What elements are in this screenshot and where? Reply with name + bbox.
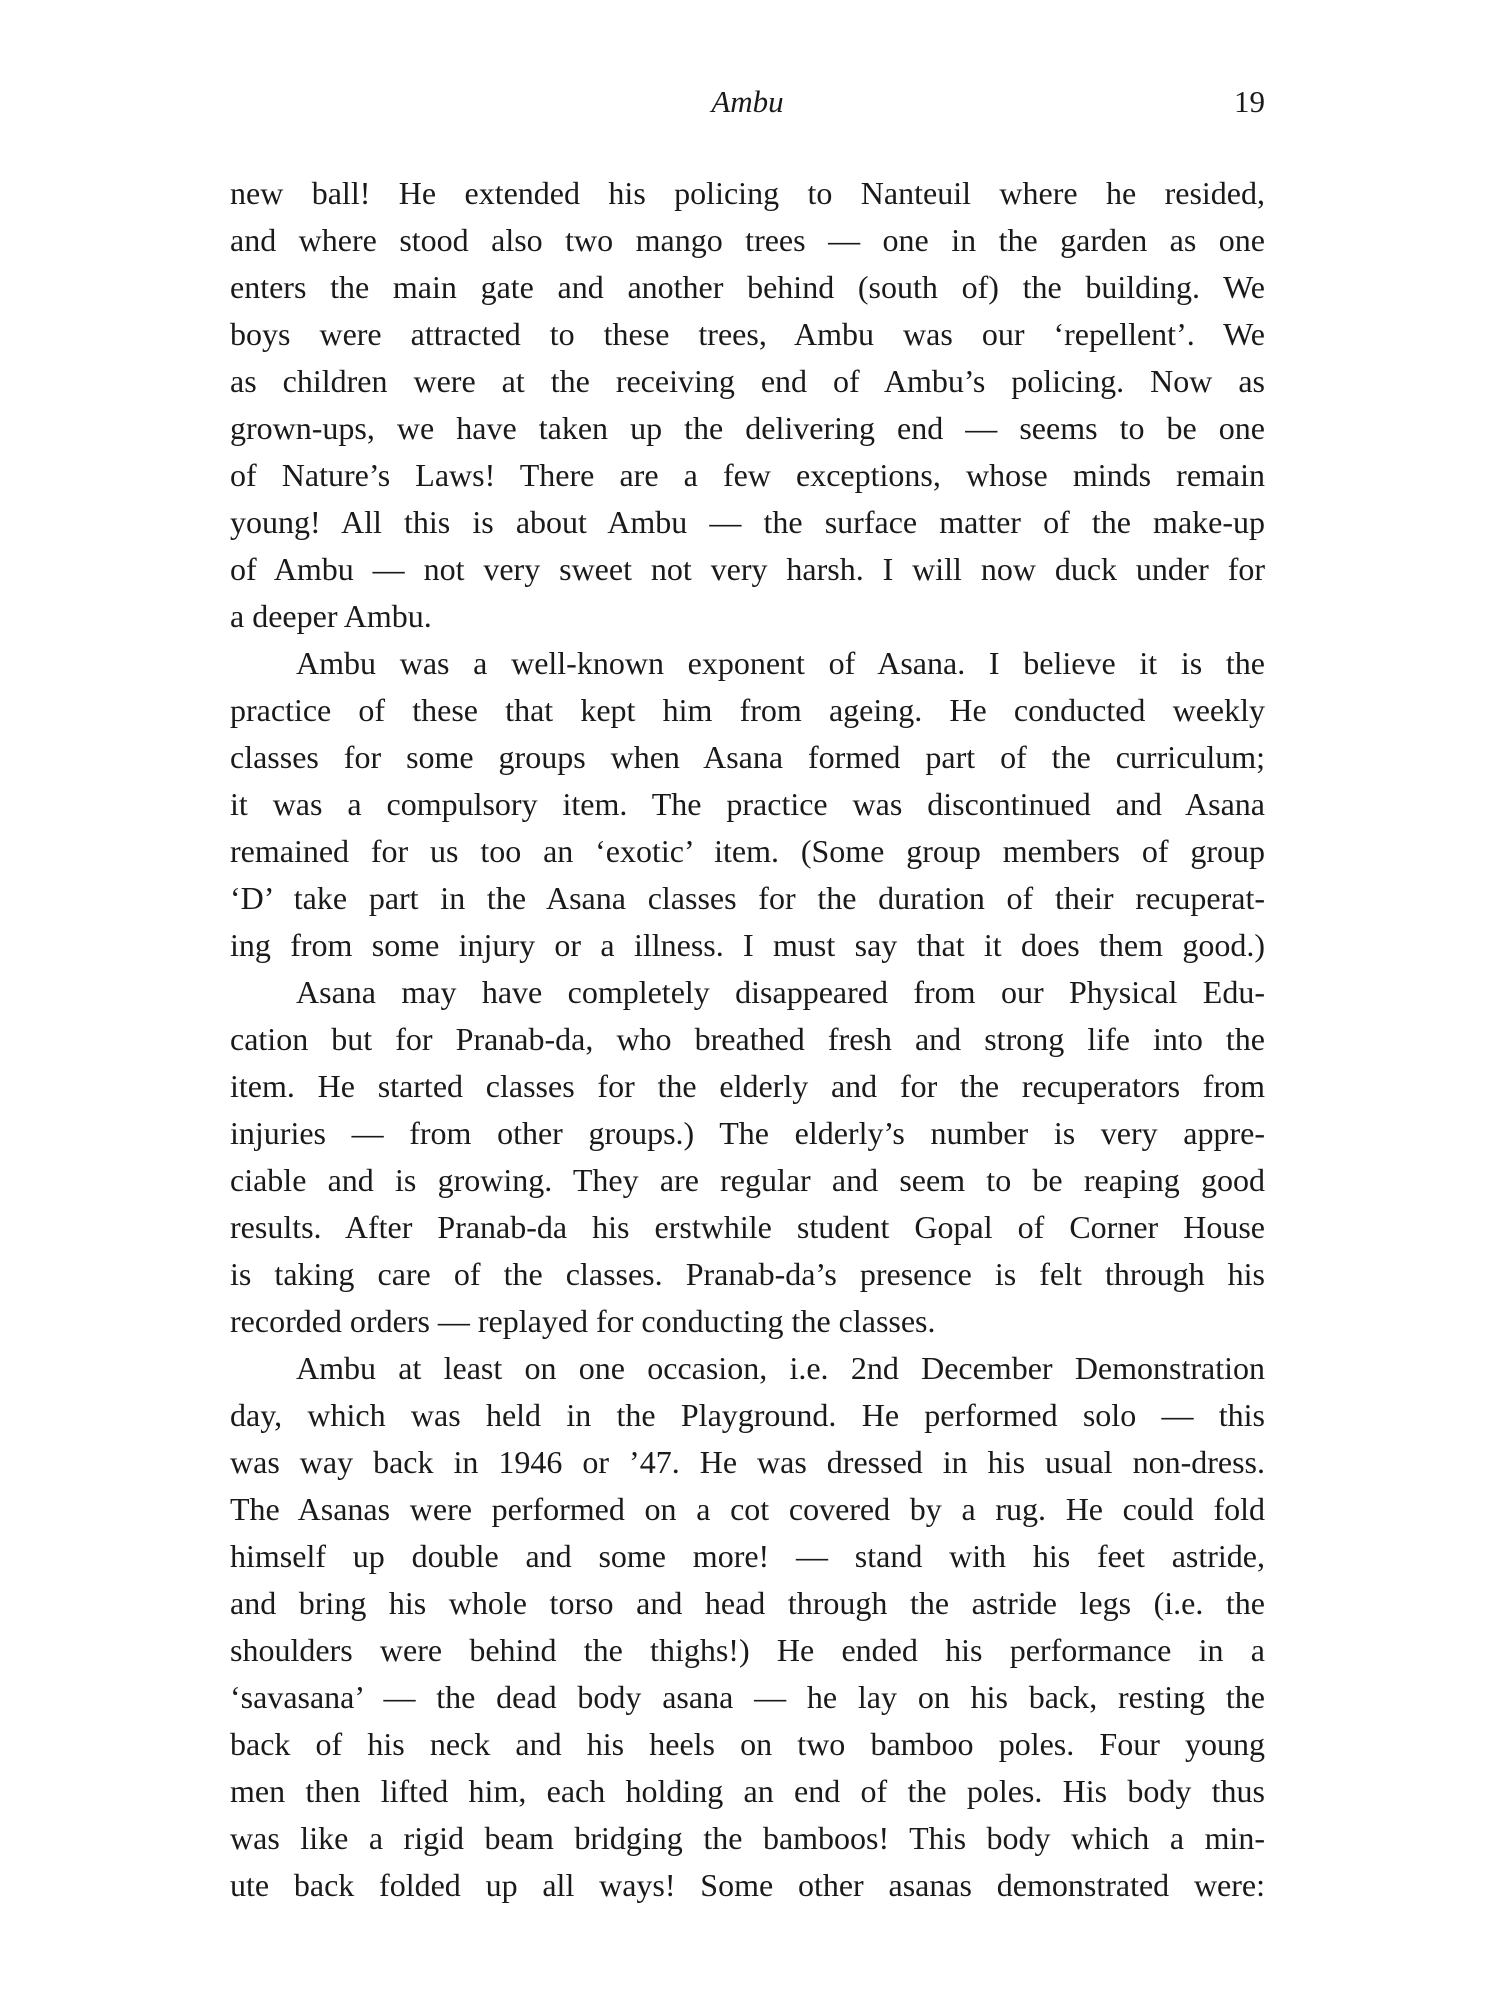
- text-line: Ambu at least on one occasion, i.e. 2nd December Demonstration: [296, 1350, 1265, 1386]
- text-line: practice of these that kept him from ageing. He conducted weekly: [230, 692, 1265, 728]
- text-line: it was a compulsory item. The practice was discontinued and Asana: [230, 786, 1265, 822]
- text-line: a deeper Ambu.: [230, 598, 432, 634]
- text-line: cation but for Pranab-da, who breathed fresh and strong life into the: [230, 1021, 1265, 1057]
- text-line: shoulders were behind the thighs!) He ended his performance in a: [230, 1632, 1265, 1668]
- text-line: ing from some injury or a illness. I must say that it does them good.): [230, 927, 1265, 963]
- text-line: men then lifted him, each holding an end of the poles. His body thus: [230, 1773, 1265, 1809]
- body-text: [230, 170, 1265, 1909]
- running-title: Ambu: [711, 84, 784, 119]
- text-line: day, which was held in the Playground. He performed solo — this: [230, 1397, 1265, 1433]
- paragraph-1: [230, 170, 1265, 640]
- text-line: boys were attracted to these trees, Ambu was our ‘repellent’. We: [230, 316, 1265, 352]
- text-line: of Nature’s Laws! There are a few exceptions, whose minds remain: [230, 457, 1265, 493]
- page-number: 19: [1234, 84, 1265, 119]
- text-line: back of his neck and his heels on two bamboo poles. Four young: [230, 1726, 1265, 1762]
- text-line: ciable and is growing. They are regular and seem to be reaping good: [230, 1162, 1265, 1198]
- text-line: recorded orders — replayed for conducting the classes.: [230, 1303, 936, 1339]
- text-line: ‘D’ take part in the Asana classes for the duration of their recuperat-: [230, 880, 1265, 916]
- text-line: himself up double and some more! — stand with his feet astride,: [230, 1538, 1265, 1574]
- paragraph-4: [230, 1345, 1265, 1909]
- text-line: Asana may have completely disappeared from our Physical Edu-: [296, 974, 1265, 1010]
- text-line: and bring his whole torso and head through the astride legs (i.e. the: [230, 1585, 1265, 1621]
- text-line: results. After Pranab-da his erstwhile student Gopal of Corner House: [230, 1209, 1265, 1245]
- text-line: ute back folded up all ways! Some other asanas demonstrated were:: [230, 1867, 1265, 1903]
- text-line: young! All this is about Ambu — the surface matter of the make-up: [230, 504, 1265, 540]
- text-line: Ambu was a well-known exponent of Asana. I believe it is the: [296, 645, 1265, 681]
- text-line: is taking care of the classes. Pranab-da’s presence is felt through his: [230, 1256, 1265, 1292]
- text-line: ‘savasana’ — the dead body asana — he lay on his back, resting the: [230, 1679, 1265, 1715]
- paragraph-3: [230, 969, 1265, 1345]
- text-line: item. He started classes for the elderly and for the recuperators from: [230, 1068, 1265, 1104]
- text-line: grown-ups, we have taken up the delivering end — seems to be one: [230, 410, 1265, 446]
- text-line: remained for us too an ‘exotic’ item. (Some group members of group: [230, 833, 1265, 869]
- text-line: enters the main gate and another behind (south of) the building. We: [230, 269, 1265, 305]
- running-head: [230, 82, 1265, 122]
- text-line: injuries — from other groups.) The elderly’s number is very appre-: [230, 1115, 1265, 1151]
- text-line: was like a rigid beam bridging the bamboos! This body which a min-: [230, 1820, 1265, 1856]
- text-line: was way back in 1946 or ’47. He was dressed in his usual non-dress.: [230, 1444, 1265, 1480]
- text-line: as children were at the receiving end of Ambu’s policing. Now as: [230, 363, 1265, 399]
- text-line: new ball! He extended his policing to Nanteuil where he resided,: [230, 175, 1265, 211]
- text-line: The Asanas were performed on a cot covered by a rug. He could fold: [230, 1491, 1265, 1527]
- text-line: classes for some groups when Asana formed part of the curriculum;: [230, 739, 1265, 775]
- text-line: and where stood also two mango trees — one in the garden as one: [230, 222, 1265, 258]
- text-line: of Ambu — not very sweet not very harsh. I will now duck under for: [230, 551, 1265, 587]
- paragraph-2: [230, 640, 1265, 969]
